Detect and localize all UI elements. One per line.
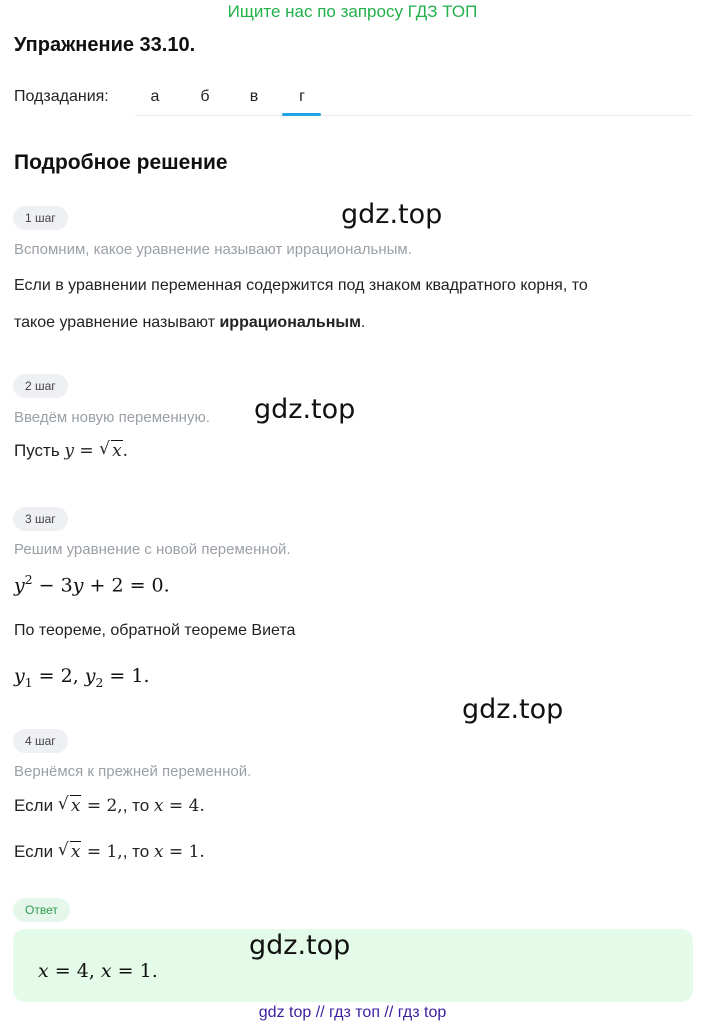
watermark-3: gdz.top [462, 694, 564, 725]
watermark-4: gdz.top [249, 930, 351, 961]
tab-g[interactable]: г [299, 88, 305, 105]
if-2-label: Если [14, 842, 54, 861]
exercise-title: Упражнение 33.10. [14, 34, 196, 56]
step-4-badge: 4 шаг [13, 729, 68, 753]
roots: $y_1 = 2$, $y_2 = 1$. [14, 665, 150, 690]
watermark-1: gdz.top [341, 199, 443, 230]
step-3-theorem: По теореме, обратной теореме Виета [14, 622, 296, 639]
step-1-line2-suffix: . [360, 314, 366, 331]
then-1-label: , то [122, 796, 150, 815]
step-1-text-line1: Если в уравнении переменная содержится под знаком квадратного корня, то [14, 277, 588, 294]
step-3-badge: 3 шаг [13, 507, 68, 531]
quadratic-equation: $y^2 - 3y + 2 = 0$. [14, 573, 170, 597]
then-2-label: , то [122, 842, 150, 861]
solution-title: Подробное решение [14, 151, 228, 174]
if-1-label: Если [14, 796, 54, 815]
footer-links[interactable]: gdz top // гдз топ // гдз top [258, 1004, 447, 1021]
step-3-hint: Решим уравнение с новой переменной. [14, 541, 291, 558]
step-1-line2-bold: иррациональным [219, 314, 361, 331]
answer-badge: Ответ [13, 898, 70, 922]
substitution-formula: y = √ x. [64, 439, 129, 461]
tabs-divider [135, 115, 693, 116]
active-tab-indicator [282, 113, 321, 116]
tab-b[interactable]: б [200, 88, 210, 105]
step-1-text-line2 [14, 314, 365, 332]
step-1-badge: 1 шаг [13, 206, 68, 230]
tab-a[interactable]: а [150, 88, 160, 105]
step-4-hint: Вернёмся к прежней переменной. [14, 763, 252, 780]
answer-formula: x = 4, x = 1. [38, 960, 158, 982]
step-2-text [14, 441, 128, 461]
step-2-badge: 2 шаг [13, 374, 68, 398]
back-substitution-1: Если √ x = 2,, то x = 4. [14, 794, 205, 816]
tab-v[interactable]: в [249, 88, 259, 105]
step-1-hint: Вспомним, какое уравнение называют иррациональным. [14, 241, 412, 258]
watermark-2: gdz.top [254, 394, 356, 425]
step-1-line2-prefix: такое уравнение называют [14, 314, 220, 331]
step-2-hint: Введём новую переменную. [14, 409, 210, 426]
back-substitution-2: Если √ x = 1,, то x = 1. [14, 840, 205, 862]
promo-banner[interactable]: Ищите нас по запросу ГДЗ ТОП [227, 2, 478, 21]
step-2-prefix: Пусть [14, 441, 60, 460]
subtasks-label: Подзадания: [14, 88, 109, 105]
